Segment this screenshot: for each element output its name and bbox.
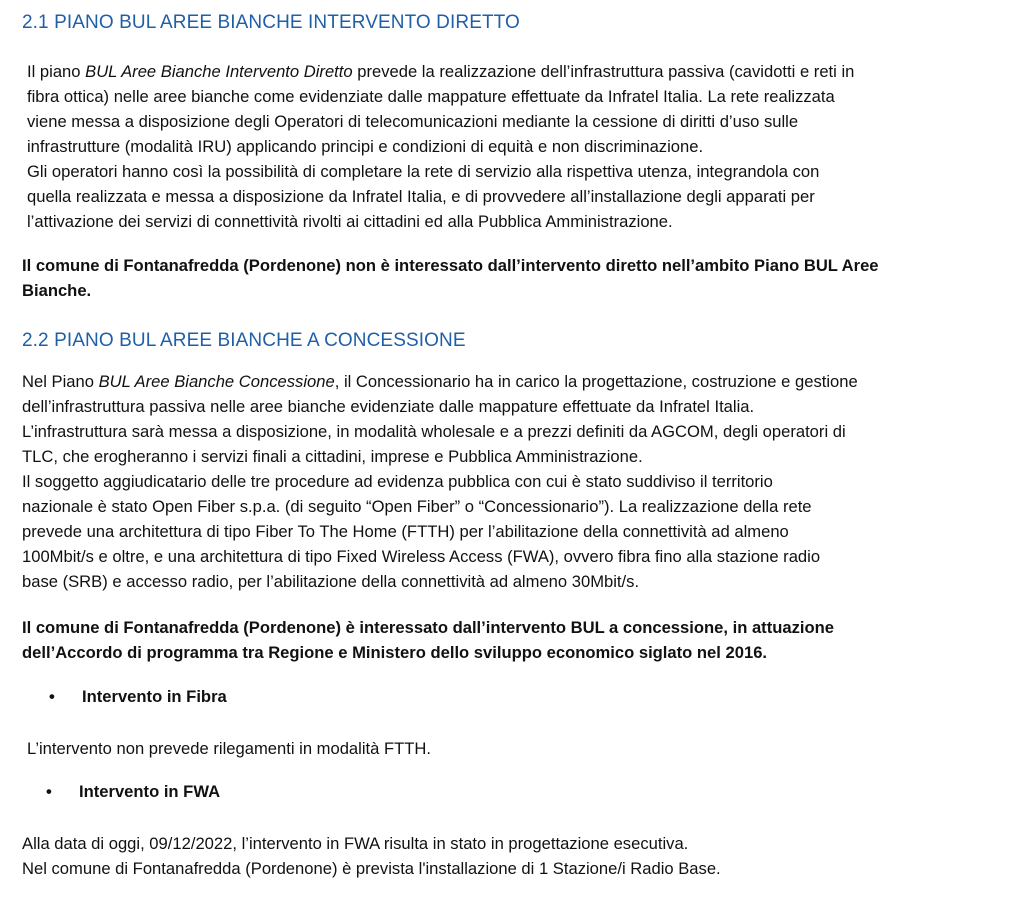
text-line: dell’Accordo di programma tra Regione e Ministero dello sviluppo economico siglato nel 2016.: [22, 643, 768, 662]
text-line: base (SRB) e accesso radio, per l’abilitazione della connettività ad almeno 30Mbit/s.: [22, 572, 640, 591]
bullet-item-fibra: [49, 684, 349, 709]
text-line: 100Mbit/s e oltre, e una architettura di tipo Fixed Wireless Access (FWA), ovvero fibra fino alla stazione radio: [22, 547, 821, 566]
section-heading-2-1: 2.1 PIANO BUL AREE BIANCHE INTERVENTO DIRETTO: [22, 12, 520, 33]
plan-name-italic: BUL Aree Bianche Concessione: [98, 372, 335, 391]
section-2-2-paragraph: [22, 369, 858, 594]
text-segment: Il piano: [27, 62, 86, 81]
text-line: infrastrutture (modalità IRU) applicando principi e condizioni di equità e non discriminazione.: [27, 137, 704, 156]
bullet-icon: •: [49, 687, 55, 706]
text-line: prevede una architettura di tipo Fiber To The Home (FTTH) per l’abilitazione della connettività ad almeno: [22, 522, 789, 541]
fibra-description: [27, 736, 431, 761]
text-line: fibra ottica) nelle aree bianche come evidenziate dalle mappature effettuate da Infratel Italia. La rete realizzata: [27, 87, 835, 106]
section-2-1-paragraph: [27, 59, 854, 234]
text-line: Gli operatori hanno così la possibilità di completare la rete di servizio alla rispettiva utenza, integrandola con: [27, 162, 820, 181]
text-line: quella realizzata e messa a disposizione da Infratel Italia, e di provvedere all’installazione degli apparati per: [27, 187, 815, 206]
bullet-item-fwa: [46, 779, 346, 804]
text-line: l’attivazione dei servizi di connettività rivolti ai cittadini ed alla Pubblica Amministrazione.: [27, 212, 673, 231]
text-line: Il soggetto aggiudicatario delle tre procedure ad evidenza pubblica con cui è stato suddiviso il territorio: [22, 472, 773, 491]
text-line: Nel comune di Fontanafredda (Pordenone) è prevista l'installazione di 1 Stazione/i Radio Base.: [22, 859, 721, 878]
text-line: Bianche.: [22, 281, 92, 300]
section-heading-2-2: 2.2 PIANO BUL AREE BIANCHE A CONCESSIONE: [22, 330, 466, 351]
text-line: L’intervento non prevede rilegamenti in modalità FTTH.: [27, 739, 431, 758]
text-segment: prevede la realizzazione dell’infrastruttura passiva (cavidotti e reti in: [352, 62, 855, 81]
fwa-description: [22, 831, 721, 881]
text-line: [27, 59, 854, 84]
bullet-icon: •: [46, 782, 52, 801]
plan-name-italic: BUL Aree Bianche Intervento Diretto: [85, 62, 353, 81]
text-line: [22, 369, 858, 394]
text-line: Il comune di Fontanafredda (Pordenone) non è interessato dall’intervento diretto nell’ambito Piano BUL Aree: [22, 256, 879, 275]
text-line: dell’infrastruttura passiva nelle aree bianche evidenziate dalle mappature effettuate da Infratel Italia.: [22, 397, 755, 416]
text-line: L’infrastruttura sarà messa a disposizione, in modalità wholesale e a prezzi definiti da AGCOM, degli operatori di: [22, 422, 846, 441]
bullet-title: Intervento in FWA: [79, 782, 221, 801]
text-line: TLC, che erogheranno i servizi finali a cittadini, imprese e Pubblica Amministrazione.: [22, 447, 643, 466]
text-line: Alla data di oggi, 09/12/2022, l’intervento in FWA risulta in stato in progettazione esecutiva.: [22, 834, 689, 853]
bullet-title: Intervento in Fibra: [82, 687, 227, 706]
text-line: Il comune di Fontanafredda (Pordenone) è interessato dall’intervento BUL a concessione, in attuazione: [22, 618, 835, 637]
text-line: viene messa a disposizione degli Operatori di telecomunicazioni mediante la cessione di diritti d’uso sulle: [27, 112, 799, 131]
section-2-1-conclusion: [22, 253, 879, 303]
text-segment: , il Concessionario ha in carico la progettazione, costruzione e gestione: [334, 372, 858, 391]
text-segment: Nel Piano: [22, 372, 99, 391]
text-line: nazionale è stato Open Fiber s.p.a. (di seguito “Open Fiber” o “Concessionario”). La realizzazione della rete: [22, 497, 812, 516]
section-2-2-conclusion: [22, 615, 834, 665]
